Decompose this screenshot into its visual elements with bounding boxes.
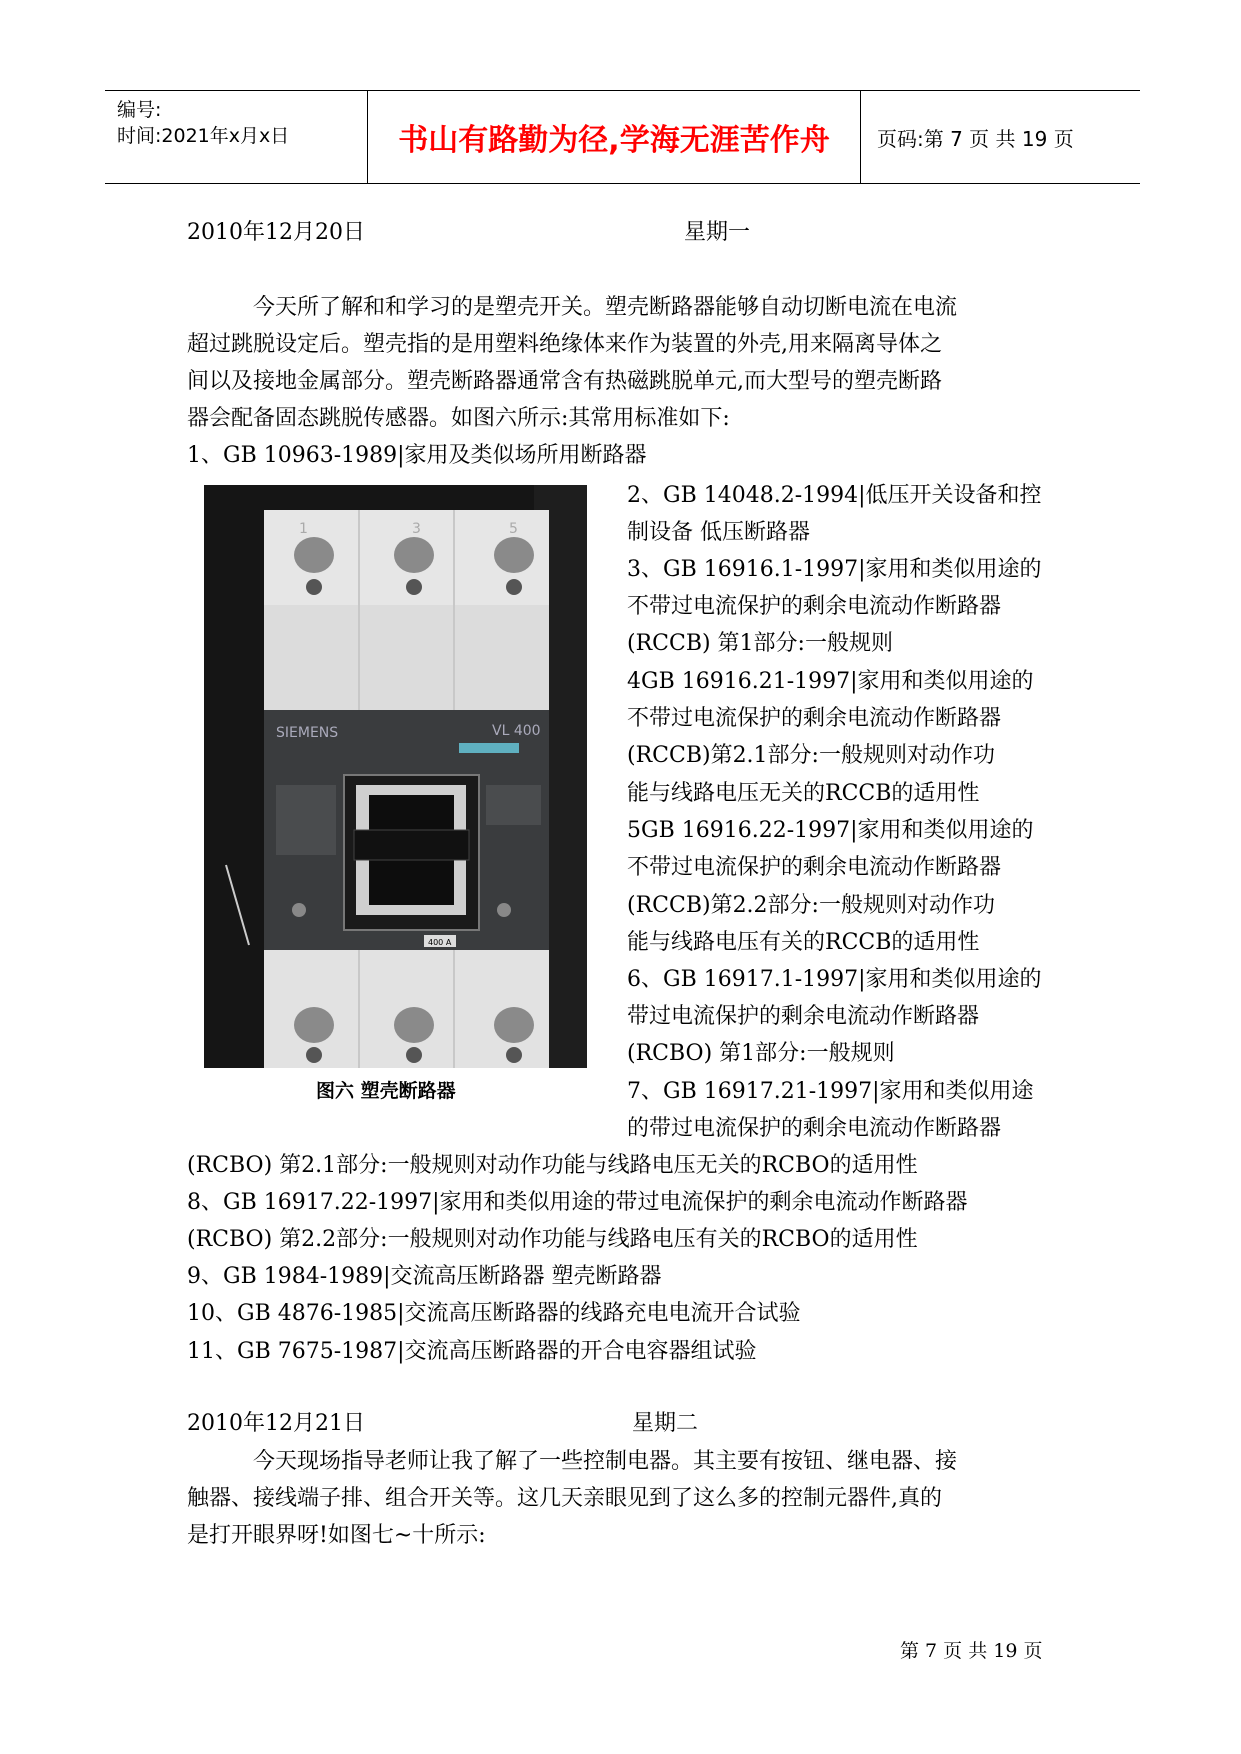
- standard-line: (RCCB)第2.2部分:一般规则对动作功: [627, 893, 995, 918]
- paragraph-line: 今天所了解和和学习的是塑壳开关。塑壳断路器能够自动切断电流在电流: [253, 295, 958, 320]
- rating-label: 400 A: [428, 938, 452, 947]
- standard-line: 4GB 16916.21-1997|家用和类似用途的: [627, 669, 1034, 694]
- standard-line: 不带过电流保护的剩余电流动作断路器: [627, 855, 1002, 880]
- standard-line: 不带过电流保护的剩余电流动作断路器: [627, 594, 1002, 619]
- entry-weekday: 星期二: [632, 1411, 699, 1436]
- standard-line: 6、GB 16917.1-1997|家用和类似用途的: [627, 967, 1042, 992]
- paragraph-line: 今天现场指导老师让我了解了一些控制电器。其主要有按钮、继电器、接: [253, 1449, 958, 1474]
- number-label: 编号:: [117, 99, 162, 121]
- standard-line: 带过电流保护的剩余电流动作断路器: [627, 1004, 980, 1029]
- standard-line: 5GB 16916.22-1997|家用和类似用途的: [627, 818, 1034, 843]
- standard-line: 不带过电流保护的剩余电流动作断路器: [627, 706, 1002, 731]
- standard-line: 能与线路电压有关的RCCB的适用性: [627, 930, 980, 955]
- paragraph-line: 器会配备固态跳脱传感器。如图六所示:其常用标准如下:: [187, 406, 730, 431]
- terminal-label: 3: [412, 521, 421, 537]
- entry-weekday: 星期一: [684, 220, 751, 245]
- paragraph-line: 触器、接线端子排、组合开关等。这几天亲眼见到了这么多的控制元器件,真的: [187, 1486, 942, 1511]
- standard-line: (RCBO) 第2.1部分:一般规则对动作功能与线路电压无关的RCBO的适用性: [187, 1153, 918, 1178]
- page-header: [105, 90, 1140, 184]
- breaker-illustration: [204, 485, 587, 1068]
- standard-line: (RCBO) 第2.2部分:一般规则对动作功能与线路电压有关的RCBO的适用性: [187, 1227, 918, 1252]
- figure-caption: 图六 塑壳断路器: [316, 1080, 456, 1102]
- model-label: VL 400: [492, 723, 541, 739]
- standard-line: 3、GB 16916.1-1997|家用和类似用途的: [627, 557, 1042, 582]
- entry-date: 2010年12月20日: [187, 220, 365, 245]
- entry-date: 2010年12月21日: [187, 1411, 365, 1436]
- standard-line: 10、GB 4876-1985|交流高压断路器的线路充电电流开合试验: [187, 1301, 801, 1326]
- paragraph-line: 间以及接地金属部分。塑壳断路器通常含有热磁跳脱单元,而大型号的塑壳断路: [187, 369, 942, 394]
- paragraph-line: 超过跳脱设定后。塑壳指的是用塑料绝缘体来作为装置的外壳,用来隔离导体之: [187, 332, 942, 357]
- motto: 书山有路勤为径,学海无涯苦作舟: [368, 91, 861, 183]
- standard-item: 1、GB 10963-1989|家用及类似场所用断路器: [187, 443, 647, 468]
- standard-line: 制设备 低压断路器: [627, 520, 810, 545]
- breaker-photo: [204, 485, 587, 1068]
- standard-line: 11、GB 7675-1987|交流高压断路器的开合电容器组试验: [187, 1339, 757, 1364]
- paragraph-line: 是打开眼界呀!如图七~十所示:: [187, 1523, 486, 1548]
- header-meta-cell: [105, 91, 368, 183]
- brand-label: SIEMENS: [276, 725, 339, 741]
- standard-line: 能与线路电压无关的RCCB的适用性: [627, 781, 980, 806]
- standard-line: 8、GB 16917.22-1997|家用和类似用途的带过电流保护的剩余电流动作断路器: [187, 1190, 968, 1215]
- terminal-label: 1: [299, 521, 308, 537]
- standard-line: (RCCB) 第1部分:一般规则: [627, 631, 893, 656]
- page-footer: 第 7 页 共 19 页: [900, 1640, 1043, 1662]
- standard-line: 9、GB 1984-1989|交流高压断路器 塑壳断路器: [187, 1264, 662, 1289]
- standard-line: (RCBO) 第1部分:一般规则: [627, 1041, 895, 1066]
- page-indicator: 页码:第 7 页 共 19 页: [877, 126, 1074, 151]
- standard-line: (RCCB)第2.1部分:一般规则对动作功: [627, 743, 995, 768]
- standard-line: 7、GB 16917.21-1997|家用和类似用途: [627, 1079, 1034, 1104]
- standard-line: 的带过电流保护的剩余电流动作断路器: [627, 1116, 1002, 1141]
- standard-line: 2、GB 14048.2-1994|低压开关设备和控: [627, 483, 1042, 508]
- terminal-label: 5: [509, 521, 518, 537]
- time-label: 时间:2021年x月x日: [117, 125, 290, 147]
